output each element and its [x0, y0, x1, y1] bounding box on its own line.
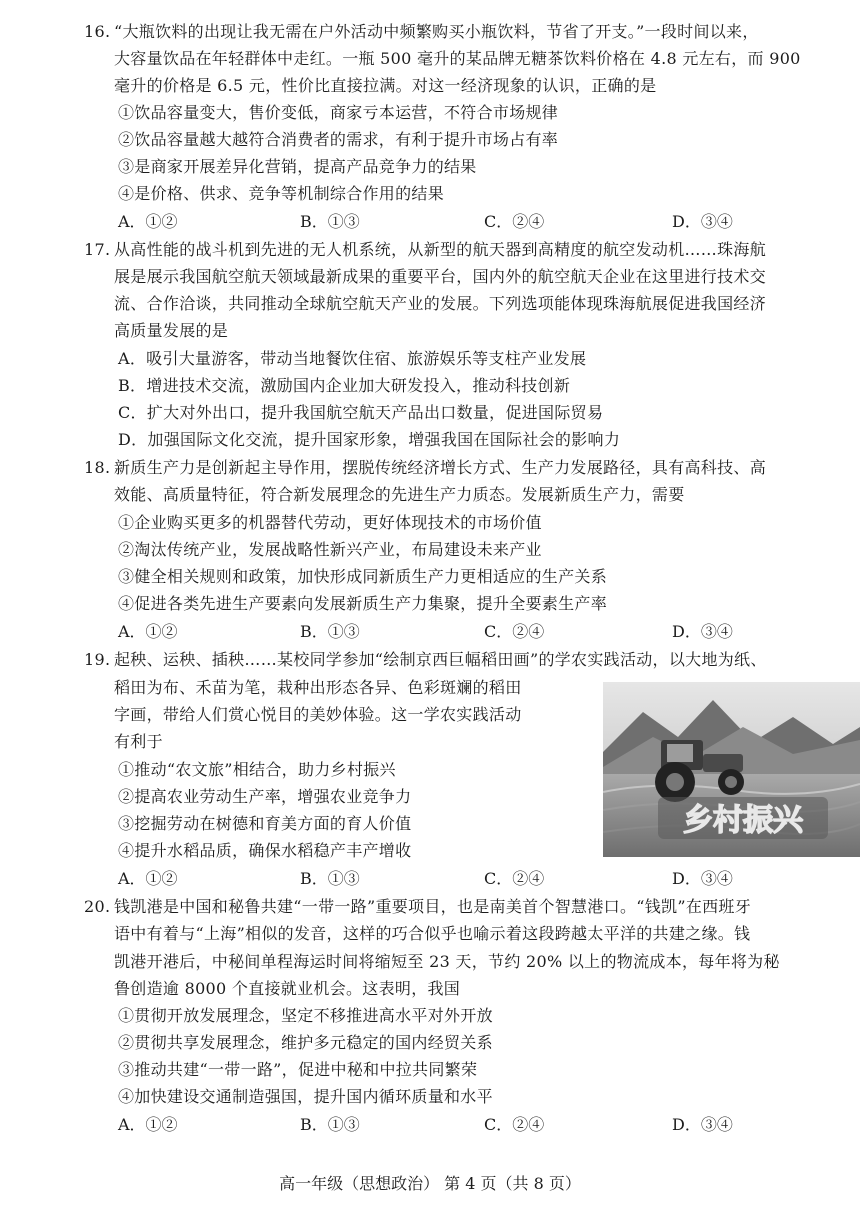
option-d: D．③④ — [672, 622, 733, 641]
question-17-stem-line-3: 流、合作洽谈，共同推动全球航空航天产业的发展。下列选项能体现珠海航展促进我国经济 — [114, 294, 767, 313]
option-b: B．①③ — [300, 1115, 360, 1134]
question-18-statement-2: ②淘汰传统产业，发展战略性新兴产业，布局建设未来产业 — [118, 540, 542, 559]
question-16-statement-4: ④是价格、供求、竞争等机制综合作用的结果 — [118, 184, 445, 203]
question-20-statement-4: ④加快建设交通制造强国，提升国内循环质量和水平 — [118, 1087, 493, 1106]
option-a: A．①② — [118, 622, 178, 641]
question-20-statement-3: ③推动共建“一带一路”，促进中秘和中拉共同繁荣 — [118, 1060, 478, 1079]
option-d: D．③④ — [672, 869, 733, 888]
option-c: C．②④ — [484, 212, 545, 231]
question-19-stem-line-2: 稻田为布、禾苗为笔，栽种出形态各异、色彩斑斓的稻田 — [114, 678, 522, 697]
option-c: C．②④ — [484, 869, 545, 888]
question-18-number: 18. — [84, 458, 111, 477]
option-d: D．③④ — [672, 212, 733, 231]
question-16-stem-line-2: 大容量饮品在年轻群体中走红。一瓶 500 毫升的某品牌无糖茶饮料价格在 4.8 元左右，而 900 — [114, 49, 801, 68]
question-19-statement-2: ②提高农业劳动生产率，增强农业竞争力 — [118, 787, 412, 806]
question-17-number: 17. — [84, 240, 111, 259]
figure-caption: 乡村振兴 — [683, 803, 803, 838]
rice-field-art-illustration — [603, 682, 860, 857]
question-18-options — [0, 620, 860, 644]
question-19-stem-line-3: 字画，带给人们赏心悦目的美妙体验。这一学农实践活动 — [114, 705, 522, 724]
question-18-statement-1: ①企业购买更多的机器替代劳动，更好体现技术的市场价值 — [118, 513, 542, 532]
question-20-number: 20. — [84, 897, 111, 916]
question-17-stem-line-4: 高质量发展的是 — [114, 321, 229, 340]
question-16-options — [0, 210, 860, 234]
question-20-statement-2: ②贯彻共享发展理念，维护多元稳定的国内经贸关系 — [118, 1033, 493, 1052]
option-a: A．①② — [118, 212, 178, 231]
question-19-statement-4: ④提升水稻品质，确保水稻稳产丰产增收 — [118, 841, 412, 860]
question-20-stem-line-4: 鲁创造逾 8000 个直接就业机会。这表明，我国 — [114, 979, 461, 998]
option-b: B．①③ — [300, 869, 360, 888]
option-b: B．①③ — [300, 622, 360, 641]
question-20-options — [0, 1113, 860, 1137]
question-16-stem-line-1: “大瓶饮料的出现让我无需在户外活动中频繁购买小瓶饮料，节省了开支。”一段时间以来， — [114, 22, 759, 41]
question-17-stem-line-2: 展是展示我国航空航天领域最新成果的重要平台，国内外的航空航天企业在这里进行技术交 — [114, 267, 767, 286]
question-16-statement-1: ①饮品容量变大，售价变低，商家亏本运营，不符合市场规律 — [118, 103, 559, 122]
question-19-statement-1: ①推动“农文旅”相结合，助力乡村振兴 — [118, 760, 396, 779]
question-18-stem-line-1: 新质生产力是创新起主导作用，摆脱传统经济增长方式、生产力发展路径，具有高科技、高 — [114, 458, 767, 477]
option-c: C．②④ — [484, 622, 545, 641]
question-19-number: 19. — [84, 650, 111, 669]
question-20-stem-line-1: 钱凯港是中国和秘鲁共建“一带一路”重要项目，也是南美首个智慧港口。“钱凯”在西班牙 — [114, 897, 752, 916]
page-footer: 高一年级（思想政治） 第 4 页（共 8 页） — [279, 1174, 581, 1193]
question-19-statement-3: ③挖掘劳动在树德和育美方面的育人价值 — [118, 814, 412, 833]
question-19-options — [0, 867, 860, 891]
option-b: B．①③ — [300, 212, 360, 231]
question-16-number: 16. — [84, 22, 111, 41]
question-20-stem-line-2: 语中有着与“上海”相似的发音，这样的巧合似乎也喻示着这段跨越太平洋的共建之缘。钱 — [114, 924, 751, 943]
question-20-stem-line-3: 凯港开港后，中秘间单程海运时间将缩短至 23 天，节约 20% 以上的物流成本，每年将为秘 — [114, 952, 780, 971]
question-18-stem-line-2: 效能、高质量特征，符合新发展理念的先进生产力质态。发展新质生产力，需要 — [114, 485, 685, 504]
question-16-statement-2: ②饮品容量越大越符合消费者的需求，有利于提升市场占有率 — [118, 130, 559, 149]
question-20-statement-1: ①贯彻开放发展理念，坚定不移推进高水平对外开放 — [118, 1006, 493, 1025]
question-17-option-b: B．增进技术交流，激励国内企业加大研发投入，推动科技创新 — [118, 376, 571, 395]
question-18-statement-4: ④促进各类先进生产要素向发展新质生产力集聚，提升全要素生产率 — [118, 594, 608, 613]
question-17-stem-line-1: 从高性能的战斗机到先进的无人机系统，从新型的航天器到高精度的航空发动机……珠海航 — [114, 240, 767, 259]
question-17-option-d: D．加强国际文化交流，提升国家形象，增强我国在国际社会的影响力 — [118, 430, 621, 449]
question-18-statement-3: ③健全相关规则和政策，加快形成同新质生产力更相适应的生产关系 — [118, 567, 608, 586]
question-16-statement-3: ③是商家开展差异化营销，提高产品竞争力的结果 — [118, 157, 477, 176]
question-19-stem-line-4: 有利于 — [114, 732, 163, 751]
option-d: D．③④ — [672, 1115, 733, 1134]
option-a: A．①② — [118, 1115, 178, 1134]
option-a: A．①② — [118, 869, 178, 888]
question-16-stem-line-3: 毫升的价格是 6.5 元，性价比直接拉满。对这一经济现象的认识，正确的是 — [114, 76, 657, 95]
rice-field-art-photo — [603, 682, 860, 857]
question-19-stem-line-1: 起秧、运秧、插秧……某校同学参加“绘制京西巨幅稻田画”的学农实践活动，以大地为纸、 — [114, 650, 767, 669]
question-17-option-c: C．扩大对外出口，提升我国航空航天产品出口数量，促进国际贸易 — [118, 403, 604, 422]
option-c: C．②④ — [484, 1115, 545, 1134]
question-17-option-a: A．吸引大量游客，带动当地餐饮住宿、旅游娱乐等支柱产业发展 — [118, 349, 587, 368]
